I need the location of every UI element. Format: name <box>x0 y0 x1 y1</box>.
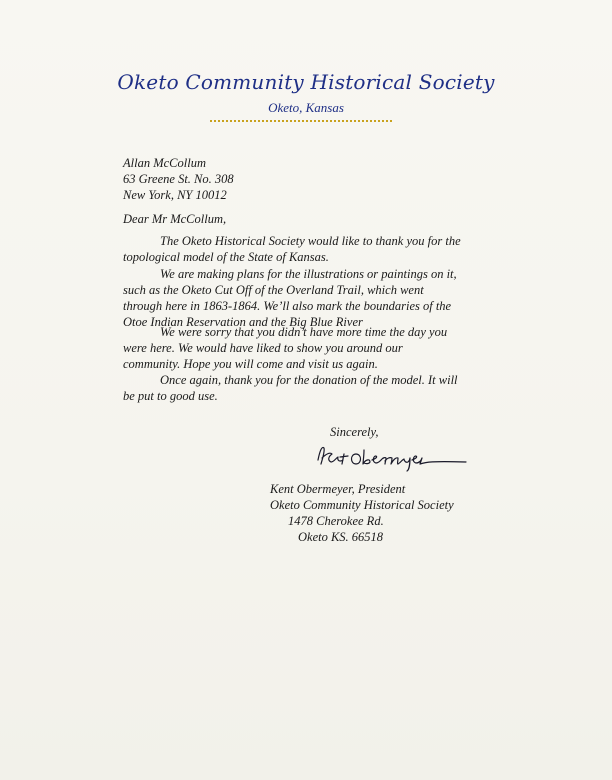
body-paragraph-3: We were sorry that you didn’t have more time the day you were here. We would have liked to show you around our community. Hope you will come and visit us again. <box>123 325 448 371</box>
body-paragraph-4: Once again, thank you for the donation of the model. It will be put to good use. <box>123 373 458 403</box>
sender-block <box>270 481 454 545</box>
recipient-address <box>123 155 234 203</box>
salutation: Dear Mr McCollum, <box>123 212 227 226</box>
closing: Sincerely, <box>330 425 379 439</box>
sender-name-title: Kent Obermeyer, President <box>270 482 406 496</box>
letterhead-divider <box>210 120 392 122</box>
letterhead-title: Oketo Community Historical Society <box>117 70 495 94</box>
sender-organization: Oketo Community Historical Society <box>270 498 454 512</box>
sender-street: 1478 Cherokee Rd. <box>288 514 384 528</box>
letterhead-location: Oketo, Kansas <box>268 100 344 115</box>
recipient-street: 63 Greene St. No. 308 <box>123 172 234 186</box>
recipient-city: New York, NY 10012 <box>123 188 227 202</box>
body-paragraph-2: We are making plans for the illustrations or paintings on it, such as the Oketo Cut Off of the Overland Trail, which went through here in 1863-1864. We’ll also mark the boundaries of the Otoe Indian Reservation and the Big Blue River <box>123 267 457 329</box>
sender-city: Oketo KS. 66518 <box>298 530 384 544</box>
body-paragraph-1: The Oketo Historical Society would like to thank you for the topological model of the State of Kansas. <box>123 234 461 264</box>
recipient-name: Allan McCollum <box>123 156 206 170</box>
handwritten-signature <box>312 440 472 472</box>
